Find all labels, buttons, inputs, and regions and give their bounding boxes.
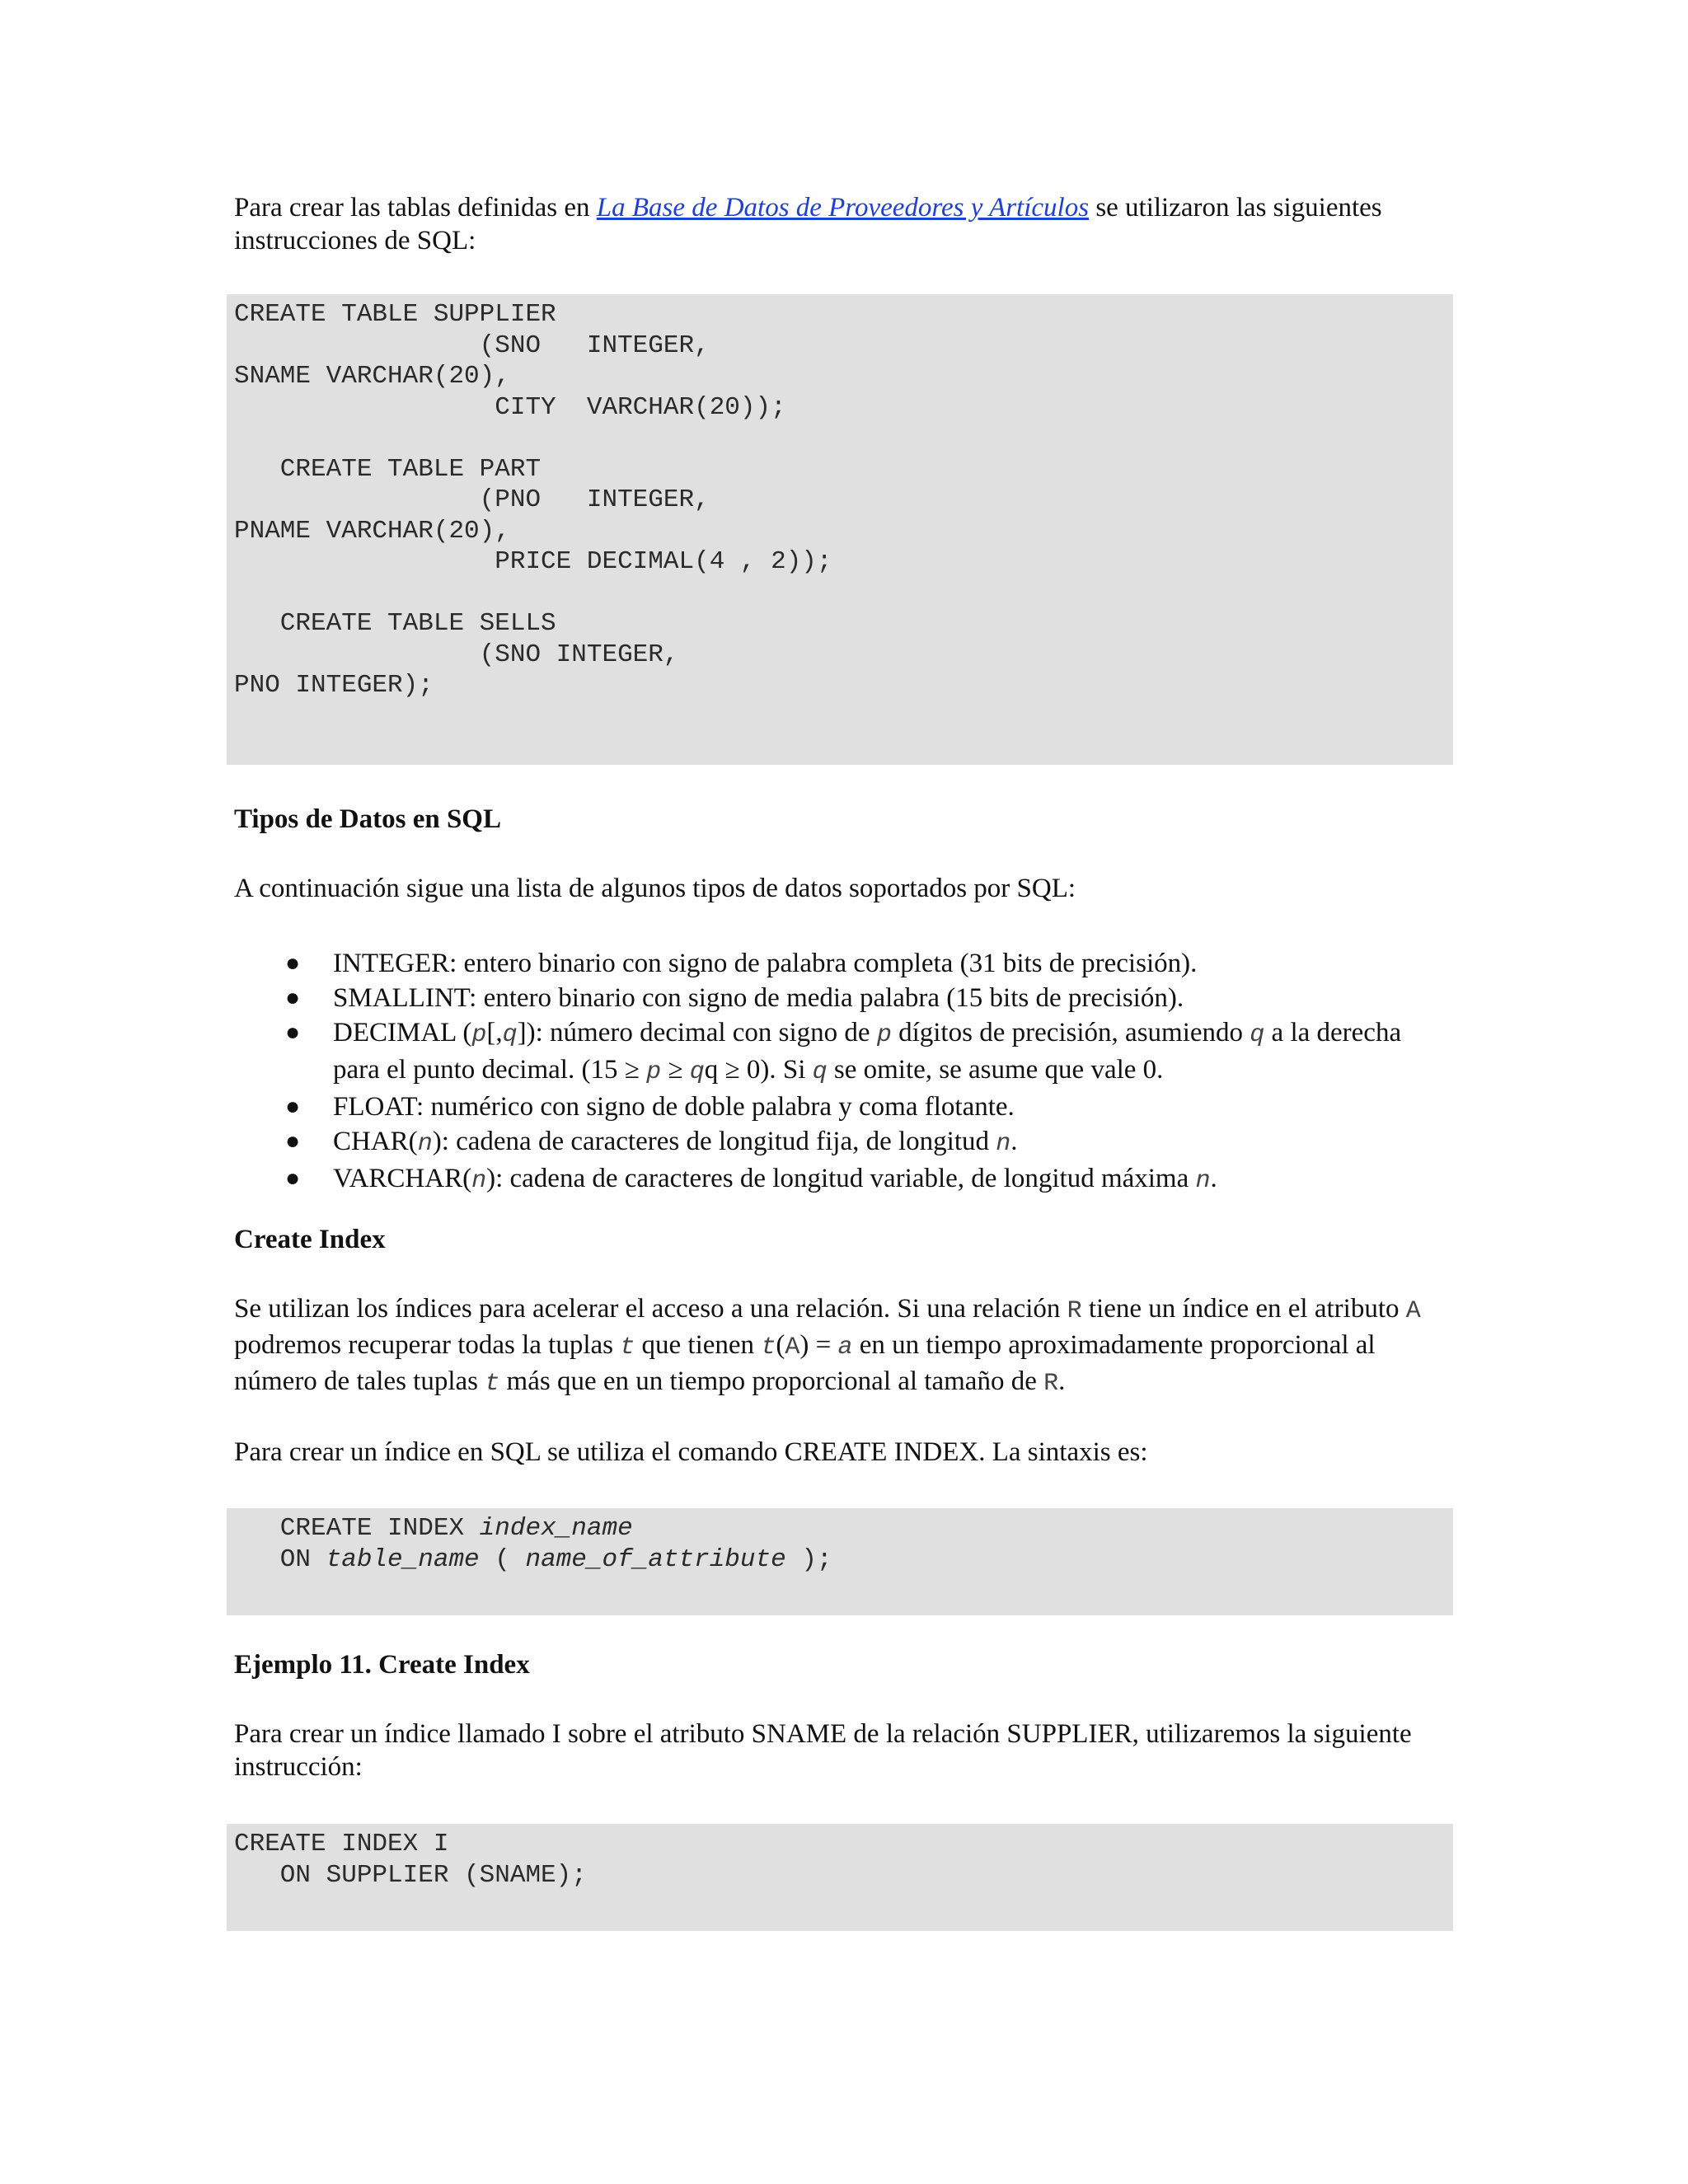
create-index-heading: Create Index: [234, 1225, 386, 1254]
list-item-decimal: ● DECIMAL (p[,q]): número decimal con signo de p dígitos de precisión, asumiendo q a la derecha para el punto decimal. (15 ≥ p ≥ qq ≥ 0). Si q se omite, se asume que vale 0.: [234, 1015, 1454, 1090]
bullet-icon: ●: [285, 1019, 301, 1046]
intro-paragraph: [234, 191, 1454, 257]
bullet-icon: ●: [285, 1165, 301, 1192]
bullet-icon: ●: [285, 949, 301, 977]
list-item-varchar: ● VARCHAR(n): cadena de caracteres de longitud variable, de longitud máxima n.: [234, 1161, 1454, 1198]
list-item-integer: ● INTEGER: entero binario con signo de palabra completa (31 bits de precisión).: [234, 946, 1454, 981]
example-code: CREATE INDEX I ON SUPPLIER (SNAME);: [234, 1830, 587, 1890]
example-code-block: [227, 1824, 1453, 1931]
intro-text-start: Para crear las tablas definidas en: [234, 193, 597, 223]
bullet-icon: ●: [285, 1093, 301, 1120]
list-item-float: ● FLOAT: numérico con signo de doble palabra y coma flotante.: [234, 1090, 1454, 1124]
intro-text-end: se utilizaron las siguientes instrucciones de SQL:: [234, 193, 1382, 255]
database-link[interactable]: La Base de Datos de Proveedores y Artículos: [596, 193, 1090, 223]
list-item-smallint: ● SMALLINT: entero binario con signo de media palabra (15 bits de precisión).: [234, 981, 1454, 1015]
list-item-char: ● CHAR(n): cadena de caracteres de longitud fija, de longitud n.: [234, 1124, 1454, 1161]
index-syntax-code-block: [227, 1508, 1453, 1615]
bullet-icon: ●: [285, 1127, 301, 1155]
index-description: Se utilizan los índices para acelerar el acceso a una relación. Si una relación R tiene un índice en el atributo A podremos recuperar todas la tuplas t que tienen t(A) = a en un tiempo aproximadamente proporcional al número de tales tuplas t más que en un tiempo proporcional al tamaño de R.: [234, 1294, 1421, 1398]
data-types-list: [234, 946, 1454, 1198]
types-intro: A continuación sigue una lista de algunos tipos de datos soportados por SQL:: [234, 874, 1076, 903]
example-text: Para crear un índice llamado I sobre el atributo SNAME de la relación SUPPLIER, utilizaremos la siguiente instrucción:: [234, 1719, 1412, 1782]
create-tables-code-block: [227, 294, 1453, 765]
index-syntax-code: CREATE INDEX index_name ON table_name ( name_of_attribute );: [234, 1514, 832, 1574]
create-tables-code: CREATE TABLE SUPPLIER (SNO INTEGER, SNAME VARCHAR(20), CITY VARCHAR(20)); CREATE TABLE PART (PNO INTEGER, PNAME VARCHAR(20), PRICE DECIMAL(4 , 2)); CREATE TABLE SELLS (SNO INTEGER, PNO INTEGER);: [234, 300, 832, 700]
bullet-icon: ●: [285, 984, 301, 1011]
index-syntax-intro: Para crear un índice en SQL se utiliza el comando CREATE INDEX. La sintaxis es:: [234, 1437, 1148, 1467]
types-heading: Tipos de Datos en SQL: [234, 804, 501, 834]
example-heading: Ejemplo 11. Create Index: [234, 1650, 530, 1680]
